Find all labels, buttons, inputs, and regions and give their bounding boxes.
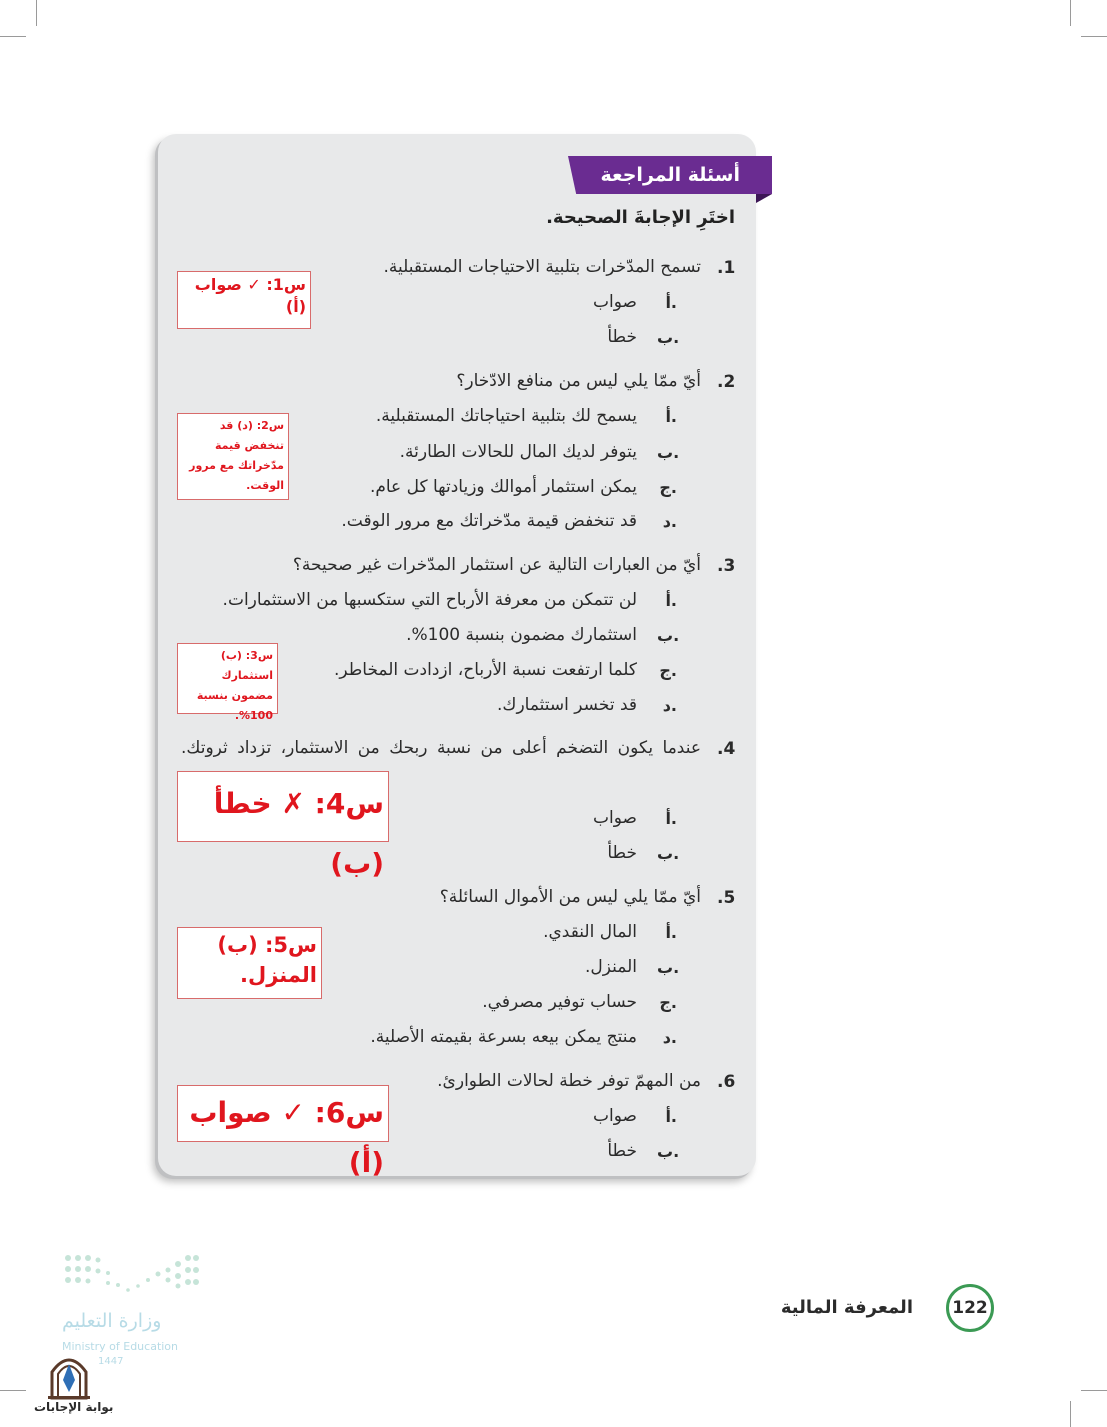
option-letter: أ. — [665, 1107, 677, 1126]
question-number: .2 — [717, 372, 736, 392]
question-text: عندما يكون التضخم أعلى من نسبة ربحك من الاستثمار، تزداد ثروتك. — [181, 738, 701, 758]
option-text: كلما ارتفعت نسبة الأرباح، ازدادت المخاطر. — [333, 660, 637, 680]
crop-mark — [1070, 1401, 1071, 1427]
option-text: لن تتمكن من معرفة الأرباح التي ستكسبها من الاستثمارات. — [222, 590, 637, 610]
option-text: صواب — [593, 292, 637, 312]
option-letter: د. — [662, 1028, 677, 1047]
option-text: يسمح لك بتلبية احتياجاتك المستقبلية. — [375, 406, 637, 426]
site-name: بوابة الإجابات — [34, 1400, 114, 1414]
question-number: .6 — [717, 1072, 736, 1092]
answer-box-q4: س4: ✗ خطأ (ب) — [177, 771, 389, 842]
option-text: صواب — [593, 808, 637, 828]
ministry-year: 1447 — [98, 1356, 124, 1367]
option-text: حساب توفير مصرفي. — [482, 992, 637, 1012]
answer-box-q6: س6: ✓ صواب (أ) — [177, 1085, 389, 1142]
option-text: خطأ — [607, 327, 637, 347]
option-text: يمكن استثمار أموالك وزيادتها كل عام. — [369, 477, 637, 497]
option-text: صواب — [593, 1106, 637, 1126]
option-text: قد تنخفض قيمة مدّخراتك مع مرور الوقت. — [341, 511, 637, 531]
option-letter: أ. — [665, 293, 677, 312]
option-letter: ب. — [657, 328, 680, 347]
option-letter: د. — [662, 696, 677, 715]
option-letter: أ. — [665, 923, 677, 942]
book-title: المعرفة المالية — [780, 1297, 913, 1318]
crop-mark — [36, 0, 37, 26]
option-letter: ج. — [659, 478, 677, 497]
option-letter: ج. — [659, 993, 677, 1012]
option-text: خطأ — [607, 1141, 637, 1161]
crop-mark — [1081, 36, 1107, 37]
question-text: أيّ ممّا يلي ليس من منافع الادّخار؟ — [456, 371, 701, 391]
question-text: من المهمّ توفر خطة لحالات الطوارئ. — [437, 1071, 701, 1091]
answer-box-q3: س3: (ب) استثمارك مضمون بنسبة 100%. — [177, 643, 278, 714]
option-letter: أ. — [665, 591, 677, 610]
answer-box-q1: س1: ✓ صواب (أ) — [177, 271, 311, 329]
ministry-name-english: Ministry of Education — [62, 1340, 179, 1353]
question-number: .3 — [717, 556, 736, 576]
option-text: خطأ — [607, 843, 637, 863]
page-number: 122 — [946, 1284, 994, 1332]
option-letter: أ. — [665, 407, 677, 426]
crop-mark — [0, 36, 26, 37]
option-text: المنزل. — [585, 957, 637, 977]
crop-mark — [1070, 0, 1071, 26]
option-text: المال النقدي. — [543, 922, 637, 942]
ministry-name-arabic: وزارة التعليم — [62, 1310, 162, 1332]
question-number: .1 — [717, 258, 736, 278]
answers-portal-logo-icon — [44, 1350, 94, 1400]
option-letter: ب. — [657, 443, 680, 462]
option-text: قد تخسر استثمارك. — [497, 695, 637, 715]
crop-mark — [1081, 1390, 1107, 1391]
option-letter: ب. — [657, 626, 680, 645]
section-title: أسئلة المراجعة — [600, 164, 740, 186]
question-number: .5 — [717, 888, 736, 908]
answer-box-q5: س5: (ب) المنزل. — [177, 927, 322, 999]
question-text: أيّ من العبارات التالية عن استثمار المدّخرات غير صحيحة؟ — [292, 555, 701, 575]
crop-mark — [0, 1390, 26, 1391]
option-text: منتج يمكن بيعه بسرعة بقيمته الأصلية. — [370, 1027, 637, 1047]
tab-fold — [756, 194, 772, 203]
answer-box-q2: س2: (د) قد تنخفض قيمة مدّخراتك مع مرور الوقت. — [177, 413, 289, 500]
option-letter: ج. — [659, 661, 677, 680]
option-letter: د. — [662, 512, 677, 531]
ministry-logo-icon — [62, 1252, 202, 1300]
option-letter: ب. — [657, 1142, 680, 1161]
option-text: يتوفر لديك المال للحالات الطارئة. — [399, 442, 637, 462]
question-text: أيّ ممّا يلي ليس من الأموال السائلة؟ — [439, 887, 701, 907]
option-letter: أ. — [665, 809, 677, 828]
option-letter: ب. — [657, 844, 680, 863]
question-number: .4 — [717, 739, 736, 759]
question-text: تسمح المدّخرات بتلبية الاحتياجات المستقبلية. — [383, 257, 701, 277]
option-text: استثمارك مضمون بنسبة 100%. — [406, 625, 637, 645]
instruction: اختَرِ الإجابةَ الصحيحة. — [546, 207, 735, 228]
option-letter: ب. — [657, 958, 680, 977]
